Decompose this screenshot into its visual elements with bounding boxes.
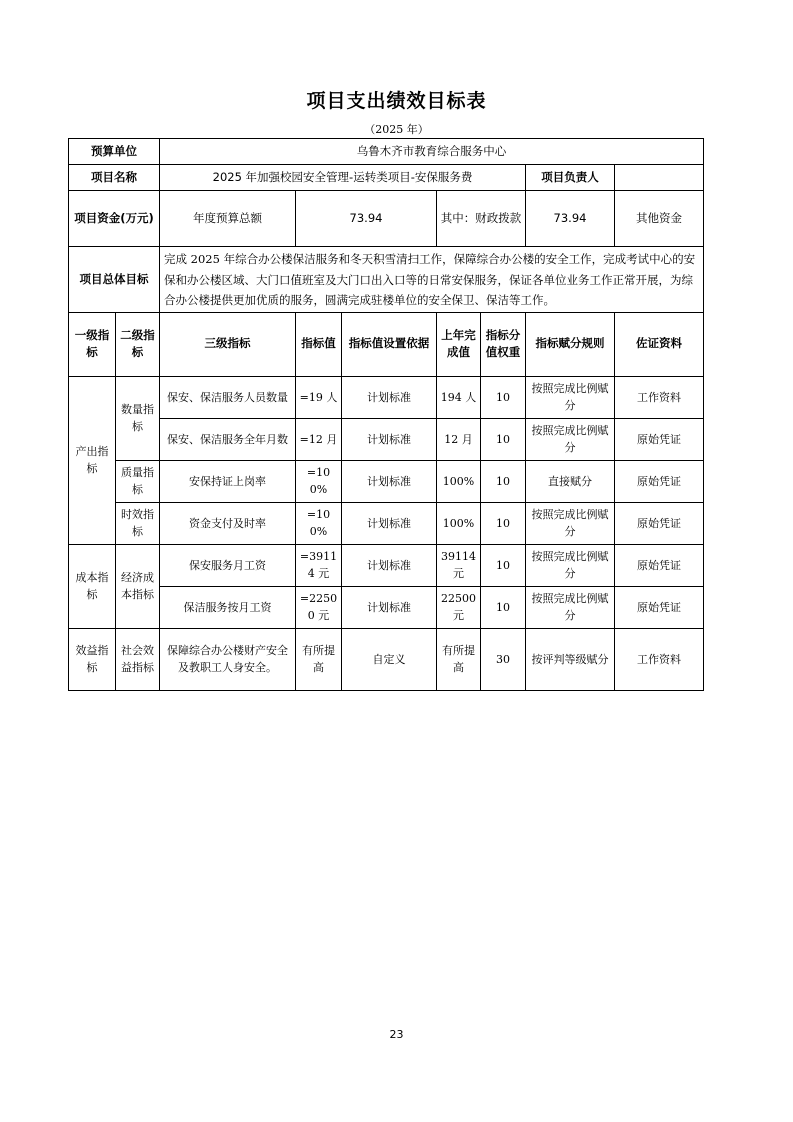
group-timeliness: 时效指标 xyxy=(116,502,160,544)
row-basis: 计划标准 xyxy=(342,418,437,460)
row-weight: 30 xyxy=(481,628,526,690)
row-rule: 直接赋分 xyxy=(526,460,615,502)
other-funds-label: 其他资金 xyxy=(615,191,704,247)
row-weight: 10 xyxy=(481,586,526,628)
table-row xyxy=(69,502,704,544)
row-value: =100% xyxy=(296,502,342,544)
row-indicator: 保安、保洁服务全年月数 xyxy=(160,418,296,460)
annual-budget-value: 73.94 xyxy=(296,191,437,247)
group-benefit: 效益指标 xyxy=(69,628,116,690)
row-basis: 计划标准 xyxy=(342,460,437,502)
row-last-year: 100% xyxy=(437,460,481,502)
header-value: 指标值 xyxy=(296,312,342,376)
project-name-label: 项目名称 xyxy=(69,165,160,191)
project-leader-value xyxy=(615,165,704,191)
group-economic-cost: 经济成本指标 xyxy=(116,544,160,628)
project-name-value: 2025 年加强校园安全管理-运转类项目-安保服务费 xyxy=(160,165,526,191)
header-level3: 三级指标 xyxy=(160,312,296,376)
budget-unit-value: 乌鲁木齐市教育综合服务中心 xyxy=(160,139,704,165)
row-last-year: 194 人 xyxy=(437,376,481,418)
table-row xyxy=(69,418,704,460)
row-evidence: 工作资料 xyxy=(615,376,704,418)
annual-budget-label: 年度预算总额 xyxy=(160,191,296,247)
header-basis: 指标值设置依据 xyxy=(342,312,437,376)
header-rule: 指标赋分规则 xyxy=(526,312,615,376)
row-rule: 按照完成比例赋分 xyxy=(526,586,615,628)
row-rule: 按照完成比例赋分 xyxy=(526,544,615,586)
row-evidence: 工作资料 xyxy=(615,628,704,690)
row-value: =12 月 xyxy=(296,418,342,460)
header-row xyxy=(69,312,704,376)
goal-row xyxy=(69,247,704,312)
goal-label: 项目总体目标 xyxy=(69,247,160,312)
table-row xyxy=(69,544,704,586)
row-basis: 计划标准 xyxy=(342,586,437,628)
row-indicator: 保安、保洁服务人员数量 xyxy=(160,376,296,418)
group-quantity: 数量指标 xyxy=(116,376,160,460)
group-output: 产出指标 xyxy=(69,376,116,544)
budget-unit-row xyxy=(69,139,704,165)
row-evidence: 原始凭证 xyxy=(615,586,704,628)
row-indicator: 安保持证上岗率 xyxy=(160,460,296,502)
page-number: 23 xyxy=(389,1028,404,1041)
row-value: =19 人 xyxy=(296,376,342,418)
row-weight: 10 xyxy=(481,418,526,460)
row-value: =39114 元 xyxy=(296,544,342,586)
header-level2: 二级指标 xyxy=(116,312,160,376)
row-value: =22500 元 xyxy=(296,586,342,628)
row-indicator: 资金支付及时率 xyxy=(160,502,296,544)
funds-row xyxy=(69,191,704,247)
row-weight: 10 xyxy=(481,544,526,586)
row-last-year: 12 月 xyxy=(437,418,481,460)
page-title: 项目支出绩效目标表 xyxy=(306,90,487,112)
row-weight: 10 xyxy=(481,460,526,502)
row-evidence: 原始凭证 xyxy=(615,460,704,502)
row-evidence: 原始凭证 xyxy=(615,418,704,460)
row-evidence: 原始凭证 xyxy=(615,502,704,544)
header-weight: 指标分值权重 xyxy=(481,312,526,376)
group-quality: 质量指标 xyxy=(116,460,160,502)
row-basis: 计划标准 xyxy=(342,376,437,418)
row-basis: 计划标准 xyxy=(342,502,437,544)
performance-table xyxy=(68,138,704,691)
row-last-year: 39114 元 xyxy=(437,544,481,586)
fiscal-funds-value: 73.94 xyxy=(526,191,615,247)
table-row xyxy=(69,460,704,502)
row-rule: 按照完成比例赋分 xyxy=(526,376,615,418)
row-indicator: 保障综合办公楼财产安全及教职工人身安全。 xyxy=(160,628,296,690)
row-weight: 10 xyxy=(481,376,526,418)
row-last-year: 有所提高 xyxy=(437,628,481,690)
goal-text: 完成 2025 年综合办公楼保洁服务和冬天积雪清扫工作，保障综合办公楼的安全工作，完成考试中心的安保和办公楼区域、大门口值班室及大门口出入口等的日常安保服务，保证各单位业务工作正常开展，为综合办公楼提供更加优质的服务，圆满完成驻楼单位的安全保卫、保洁等工作。 xyxy=(160,247,704,312)
group-social-benefit: 社会效益指标 xyxy=(116,628,160,690)
row-value: =100% xyxy=(296,460,342,502)
row-rule: 按照完成比例赋分 xyxy=(526,502,615,544)
row-indicator: 保安服务月工资 xyxy=(160,544,296,586)
row-weight: 10 xyxy=(481,502,526,544)
row-value: 有所提高 xyxy=(296,628,342,690)
row-rule: 按照完成比例赋分 xyxy=(526,418,615,460)
row-basis: 自定义 xyxy=(342,628,437,690)
project-name-row xyxy=(69,165,704,191)
group-cost: 成本指标 xyxy=(69,544,116,628)
header-last-year: 上年完成值 xyxy=(437,312,481,376)
table-row xyxy=(69,376,704,418)
fiscal-funds-label: 其中：财政拨款 xyxy=(437,191,526,247)
project-leader-label: 项目负责人 xyxy=(526,165,615,191)
budget-unit-label: 预算单位 xyxy=(69,139,160,165)
funds-label: 项目资金(万元) xyxy=(69,191,160,247)
row-rule: 按评判等级赋分 xyxy=(526,628,615,690)
row-last-year: 100% xyxy=(437,502,481,544)
row-evidence: 原始凭证 xyxy=(615,544,704,586)
header-evidence: 佐证资料 xyxy=(615,312,704,376)
table-row xyxy=(69,586,704,628)
row-last-year: 22500 元 xyxy=(437,586,481,628)
row-basis: 计划标准 xyxy=(342,544,437,586)
header-level1: 一级指标 xyxy=(69,312,116,376)
year-label: （2025 年） xyxy=(364,123,429,136)
table-row xyxy=(69,628,704,690)
row-indicator: 保洁服务按月工资 xyxy=(160,586,296,628)
